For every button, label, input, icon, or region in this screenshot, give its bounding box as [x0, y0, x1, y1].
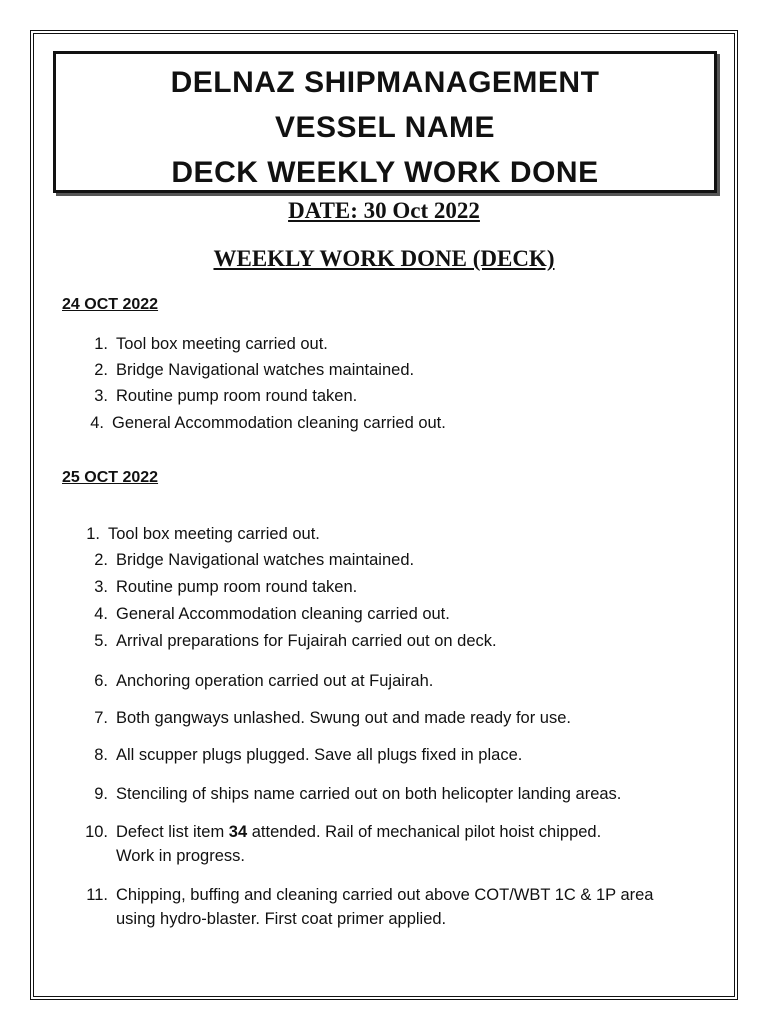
- defect-item-number: 34: [228, 823, 248, 841]
- item-number: 3.: [94, 578, 108, 596]
- item-number: 2.: [94, 361, 108, 379]
- item-text: Anchoring operation carried out at Fujairah.: [116, 672, 434, 690]
- item-text: Routine pump room round taken.: [116, 578, 358, 596]
- item-text: Bridge Navigational watches maintained.: [116, 361, 415, 379]
- item-number: 2.: [94, 551, 108, 569]
- item-number: 3.: [94, 387, 108, 405]
- list-item: [78, 575, 357, 599]
- list-item: [78, 743, 522, 767]
- section-title: WEEKLY WORK DONE (DECK): [213, 246, 555, 271]
- list-item: [78, 332, 328, 356]
- item-text: Both gangways unlashed. Swung out and made ready for use.: [116, 709, 571, 727]
- list-item: [78, 358, 414, 382]
- list-item: [78, 820, 601, 868]
- item-number: 6.: [94, 672, 108, 690]
- item-number: 1.: [94, 335, 108, 353]
- list-item: [78, 883, 653, 931]
- item-text-part: attended. Rail of mechanical pilot hoist chipped.: [247, 823, 602, 841]
- item-text: [116, 883, 653, 931]
- list-item: [78, 782, 621, 806]
- day-heading-24-oct: 24 OCT 2022: [62, 296, 159, 313]
- item-text: Arrival preparations for Fujairah carried out on deck.: [116, 632, 497, 650]
- item-number: 7.: [94, 709, 108, 727]
- list-item: [78, 706, 571, 730]
- item-text: Tool box meeting carried out.: [108, 525, 320, 543]
- item-text: Bridge Navigational watches maintained.: [116, 551, 415, 569]
- list-item: [70, 522, 320, 546]
- vessel-name: VESSEL NAME: [275, 111, 495, 144]
- day-heading-25-oct: 25 OCT 2022: [62, 469, 159, 486]
- item-number: 10.: [85, 823, 108, 841]
- item-text: Routine pump room round taken.: [116, 387, 358, 405]
- report-date: DATE: 30 Oct 2022: [288, 198, 480, 223]
- item-number: 11.: [86, 886, 108, 904]
- item-text: General Accommodation cleaning carried out.: [112, 414, 446, 432]
- item-text: General Accommodation cleaning carried out.: [116, 605, 450, 623]
- item-number: 9.: [94, 785, 108, 803]
- item-text: [116, 820, 601, 868]
- item-number: 8.: [94, 746, 108, 764]
- item-text: All scupper plugs plugged. Save all plugs fixed in place.: [116, 746, 523, 764]
- item-number: 1.: [86, 525, 100, 543]
- list-item: [78, 602, 450, 626]
- item-number: 5.: [94, 632, 108, 650]
- item-text-part: using hydro-blaster. First coat primer applied.: [116, 910, 447, 928]
- list-item: [78, 384, 357, 408]
- list-item: [78, 629, 497, 653]
- document-title: DECK WEEKLY WORK DONE: [171, 156, 599, 189]
- item-text-part: Work in progress.: [116, 847, 245, 865]
- item-text: Tool box meeting carried out.: [116, 335, 328, 353]
- item-number: 4.: [90, 414, 104, 432]
- list-item: [78, 669, 433, 693]
- item-text: Stenciling of ships name carried out on both helicopter landing areas.: [116, 785, 622, 803]
- company-name: DELNAZ SHIPMANAGEMENT: [170, 66, 600, 99]
- item-text-part: Chipping, buffing and cleaning carried out above COT/WBT 1C & 1P area: [116, 886, 654, 904]
- title-box: [53, 51, 717, 193]
- item-number: 4.: [94, 605, 108, 623]
- list-item: [78, 548, 414, 572]
- item-text-part: Defect list item: [116, 823, 229, 841]
- list-item: [74, 411, 446, 435]
